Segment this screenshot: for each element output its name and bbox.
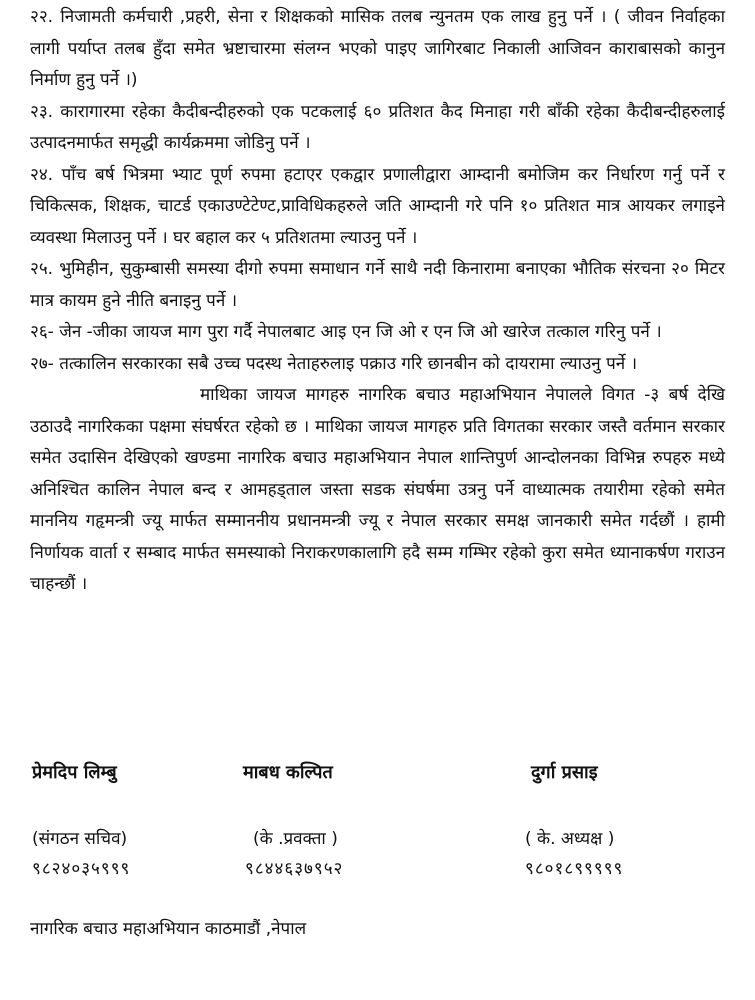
demand-24: २४. पाँच बर्ष भित्रमा भ्याट पूर्ण रुपमा हटाएर एकद्वार प्रणालीद्वारा आम्दानी बमोजिम कर निर्धारण गर्नु पर्ने र चिकित्सक, शिक्षक, चाटर्ड एकाउण्टेटेण्ट,प्राविधिकहरुले जति आम्दानी गरे पनि १० प्रतिशत मात्र आयकर लगाइने व्यवस्था मिलाउनु पर्ने । घर बहाल कर ५ प्रतिशतमा ल्याउनु पर्ने । (30, 164, 725, 248)
demand-25: २५. भुमिहीन, सुकुम्बासी समस्या दीगो रुपमा समाधान गर्ने साथै नदी किनारामा बनाएका भौतिक संरचना २० मिटर मात्र कायम हुने नीति बनाइनु पर्ने । (30, 259, 725, 311)
organization-footer: नागरिक बचाउ महाअभियान काठमाडौं ,नेपाल (30, 919, 307, 939)
signatory-phone: ९८४४६३७९५२ (245, 859, 344, 879)
signatory-name: माबध कल्पित (243, 762, 333, 783)
signatory-name: दुर्गा प्रसाइ (531, 762, 598, 783)
signatory-role: (के .प्रवक्ता ) (253, 829, 338, 849)
signatory-role: ( के. अध्यक्ष ) (525, 829, 615, 849)
signatory-1 (32, 758, 130, 884)
closing-statement: माथिका जायज मागहरु नागरिक बचाउ महाअभियान नेपालले विगत -३ बर्ष देखि उठाउदै नागरिकका पक्षमा संघर्षरत रहेको छ । माथिका जायज मागहरु प्रति विगतका सरकार जस्तै वर्तमान सरकार समेत उदासिन देखिएको खण्डमा नागरिक बचाउ महाअभियान नेपाल शान्तिपुर्ण आन्दोलनका विभिन्न रुपहरु मध्ये अनिश्चित कालिन नेपाल बन्द र आमहड्ताल जस्ता सडक संघर्षमा उत्रनु पर्ने वाध्यात्मक तयारीमा रहेको समेत माननिय गहृमन्त्री ज्यू मार्फत सम्माननीय प्रधानमन्त्री ज्यू र नेपाल सरकार समक्ष जानकारी समेत गर्दछौं । हामी निर्णायक वार्ता र सम्बाद मार्फत समस्याको निराकरणकालागि हदै सम्म गम्भिर रहेको कुरा समेत ध्यानाकर्षण गराउन चाहन्छौं । (30, 385, 725, 594)
demand-27: २७- तत्कालिन सरकारका सबै उच्च पदस्थ नेताहरुलाइ पक्राउ गरि छानबीन को दायरामा ल्याउनु पर्ने । (30, 353, 638, 374)
demand-26: २६- जेन -जीका जायज माग पुरा गर्दै नेपालबाट आइ एन जि ओ र एन जि ओ खारेज तत्काल गरिनु पर्ने । (30, 322, 662, 342)
demand-23: २३. कारागारमा रहेका कैदीबन्दीहरुको एक पटकलाई ६० प्रतिशत कैद मिनाहा गरी बाँकी रहेका कैदीबन्दीहरुलाई उत्पादनमार्फत समृद्धी कार्यक्रममा जोडिनु पर्ने । (30, 101, 725, 153)
signatory-3 (525, 758, 623, 884)
signatory-role: (संगठन सचिव) (32, 829, 128, 849)
letter-body (30, 2, 725, 601)
signatory-phone: ९८०१८९९९९९ (525, 859, 624, 879)
signatory-2 (243, 758, 343, 884)
signatory-name: प्रेमदिप लिम्बु (32, 762, 117, 783)
demand-22: २२. निजामती कर्मचारी ,प्रहरी, सेना र शिक्षकको मासिक तलब न्युनतम एक लाख हुनु पर्ने । ( जीवन निर्वाहका लागी पर्याप्त तलब हुँदा समेत भ्रष्टाचारमा संलग्न भएको पाइए जागिरबाट निकाली आजिवन काराबासको कानुन निर्माण हुनु पर्ने ।) (30, 7, 725, 90)
signatory-phone: ९८२४०३५९९९ (32, 859, 131, 879)
